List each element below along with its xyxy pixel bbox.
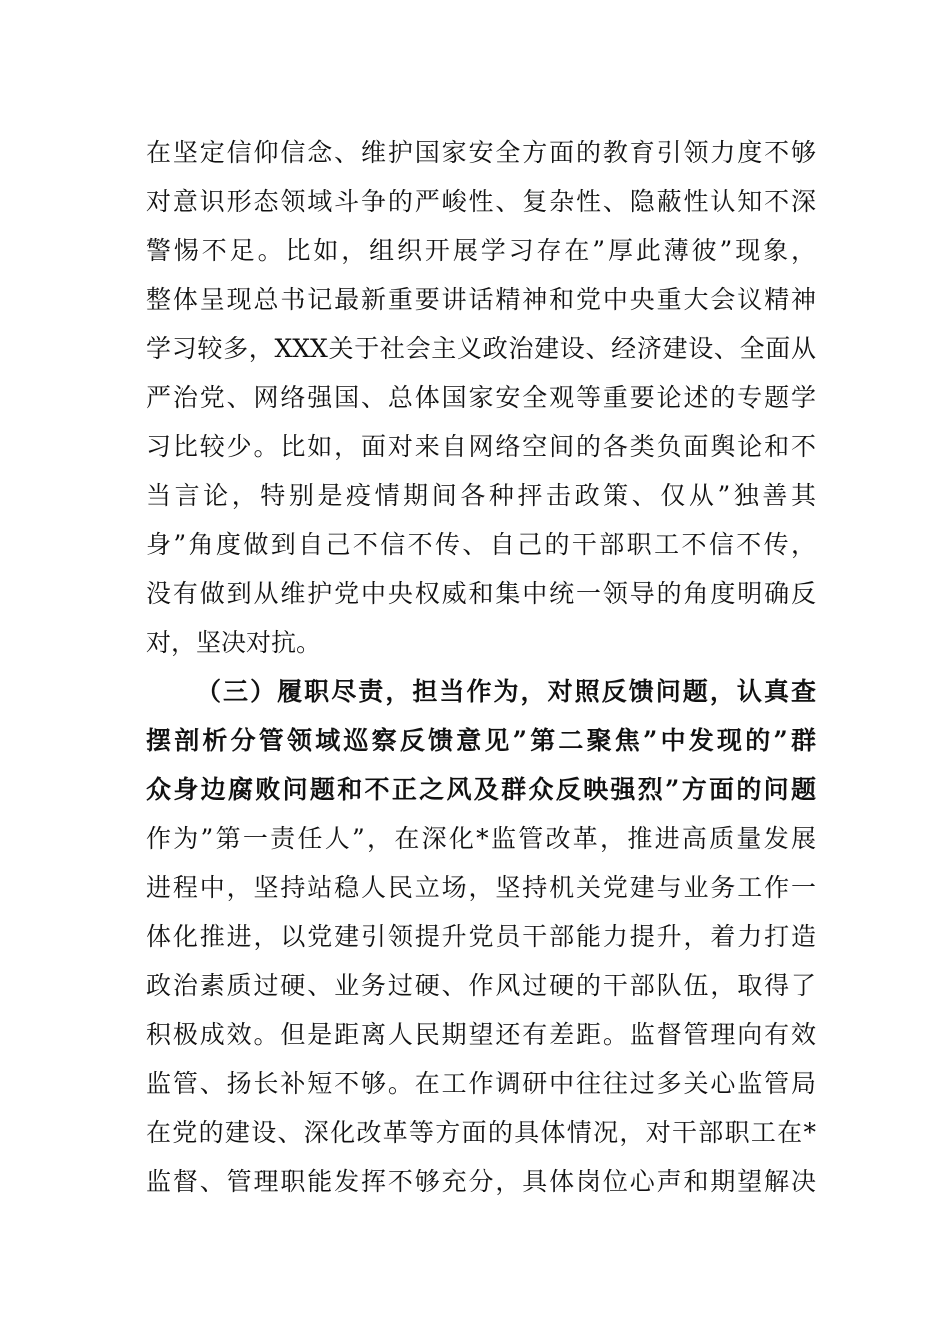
section-heading-line: （三）履职尽责，担当作为，对照反馈问题，认真查 bbox=[196, 677, 816, 706]
body-text bbox=[146, 128, 816, 1206]
paragraph-line: 当言论，特别是疫情期间各种抨击政策、仅从”独善其 bbox=[146, 481, 816, 510]
paragraph-line: 对，坚决对抗。 bbox=[146, 628, 322, 657]
paragraph-line: 没有做到从维护党中央权威和集中统一领导的角度明确反 bbox=[146, 579, 816, 608]
paragraph-line: 政治素质过硬、业务过硬、作风过硬的干部队伍，取得了 bbox=[146, 971, 816, 1000]
paragraph-line: 身”角度做到自己不信不传、自己的干部职工不信不传， bbox=[146, 530, 816, 559]
paragraph-line: 学习较多，XXX关于社会主义政治建设、经济建设、全面从 bbox=[146, 334, 816, 363]
paragraph-line: 整体呈现总书记最新重要讲话精神和党中央重大会议精神 bbox=[146, 285, 816, 314]
paragraph-line: 监管、扬长补短不够。在工作调研中往往过多关心监管局 bbox=[146, 1069, 816, 1098]
paragraph-line: 监督、管理职能发挥不够充分，具体岗位心声和期望解决 bbox=[146, 1167, 816, 1196]
section-heading-line: 众身边腐败问题和不正之风及群众反映强烈”方面的问题 bbox=[146, 775, 816, 804]
paragraph-line: 严治党、网络强国、总体国家安全观等重要论述的专题学 bbox=[146, 383, 816, 412]
paragraph-line: 警惕不足。比如，组织开展学习存在”厚此薄彼”现象， bbox=[146, 236, 816, 265]
paragraph-line: 积极成效。但是距离人民期望还有差距。监督管理向有效 bbox=[146, 1020, 816, 1049]
paragraph-line: 在党的建设、深化改革等方面的具体情况，对干部职工在* bbox=[146, 1118, 816, 1147]
paragraph-line: 体化推进，以党建引领提升党员干部能力提升，着力打造 bbox=[146, 922, 816, 951]
paragraph-line: 习比较少。比如，面对来自网络空间的各类负面舆论和不 bbox=[146, 432, 816, 461]
paragraph-line: 进程中，坚持站稳人民立场，坚持机关党建与业务工作一 bbox=[146, 873, 816, 902]
paragraph-line: 在坚定信仰信念、维护国家安全方面的教育引领力度不够 bbox=[146, 138, 816, 167]
paragraph-line: 作为”第一责任人”，在深化*监管改革，推进高质量发展 bbox=[146, 824, 816, 853]
section-heading-line: 摆剖析分管领域巡察反馈意见”第二聚焦”中发现的”群 bbox=[146, 726, 816, 755]
paragraph-line: 对意识形态领域斗争的严峻性、复杂性、隐蔽性认知不深 bbox=[146, 187, 816, 216]
